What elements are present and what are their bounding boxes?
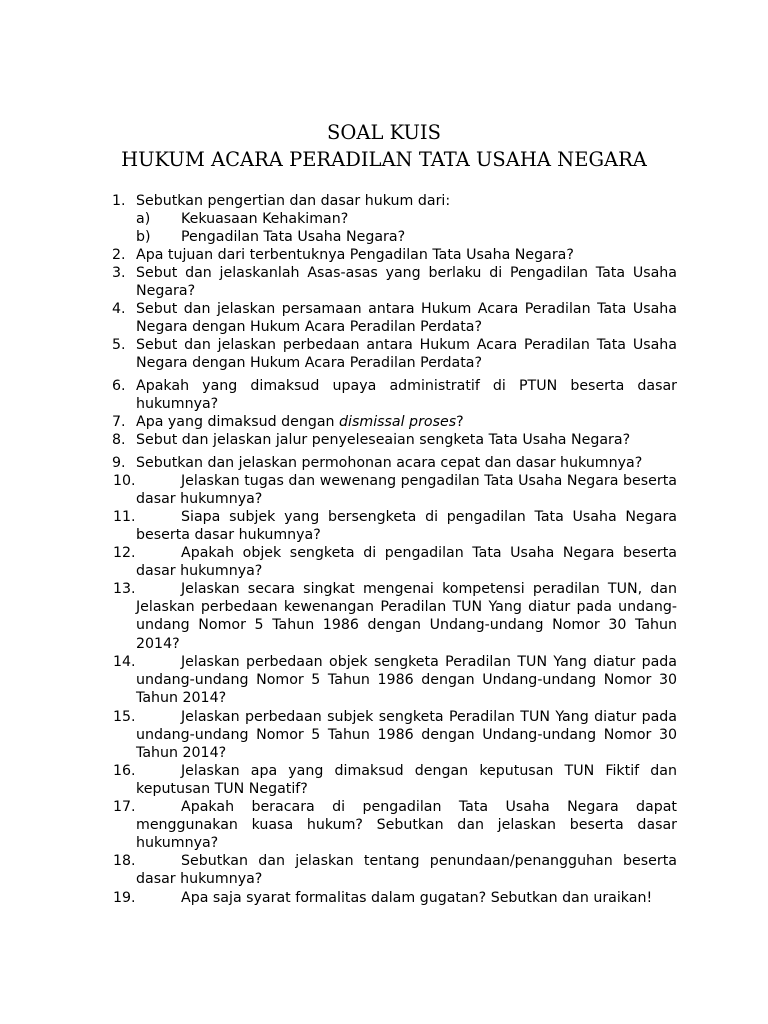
question-number: 19. xyxy=(113,890,136,906)
question-text: Apa tujuan dari terbentuknya Pengadilan Tata Usaha Negara? xyxy=(136,247,574,263)
question-number: 14. xyxy=(113,654,136,670)
question-item xyxy=(113,708,677,763)
sub-item-letter: a) xyxy=(136,211,151,227)
question-number: 5. xyxy=(112,337,126,353)
question-item xyxy=(113,653,677,708)
question-text: Apakah beracara di pengadilan Tata Usaha Negara dapat menggunakan kuasa hukum? Sebutkan dan jelaskan beserta dasar hukumnya? xyxy=(136,799,677,852)
question-text: Jelaskan perbedaan subjek sengketa Peradilan TUN Yang diatur pada undang-undang Nomor 5 Tahun 1986 dengan Undang-undang Nomor 30 Tahun 2014? xyxy=(136,709,677,762)
question-text: Apa saja syarat formalitas dalam gugatan? Sebutkan dan uraikan! xyxy=(181,890,653,906)
question-text-before: Apa yang dimaksud dengan xyxy=(136,414,340,430)
question-text: Jelaskan apa yang dimaksud dengan keputusan TUN Fiktif dan keputusan TUN Negatif? xyxy=(136,763,677,798)
question-number: 9. xyxy=(112,455,126,471)
question-item xyxy=(113,580,677,653)
sub-item-text: Kekuasaan Kehakiman? xyxy=(181,211,349,227)
question-item xyxy=(113,852,677,888)
question-item xyxy=(112,192,677,210)
question-number: 11. xyxy=(113,509,136,525)
question-item xyxy=(112,377,677,413)
question-item xyxy=(112,336,677,372)
question-text: Sebut dan jelaskan persamaan antara Hukum Acara Peradilan Tata Usaha Negara dengan Hukum Acara Peradilan Perdata? xyxy=(136,301,677,336)
question-item xyxy=(112,246,677,264)
question-text: Sebut dan jelaskan jalur penyeleseaian sengketa Tata Usaha Negara? xyxy=(136,432,631,448)
question-number: 16. xyxy=(113,763,136,779)
question-item xyxy=(113,472,677,508)
sub-item xyxy=(136,228,405,246)
sub-item-letter: b) xyxy=(136,229,151,245)
question-item xyxy=(113,544,677,580)
question-number: 18. xyxy=(113,853,136,869)
question-text: Siapa subjek yang bersengketa di pengadilan Tata Usaha Negara beserta dasar hukumnya? xyxy=(136,509,677,544)
question-number: 4. xyxy=(112,301,126,317)
document-subtitle: HUKUM ACARA PERADILAN TATA USAHA NEGARA xyxy=(121,148,647,171)
question-text: Jelaskan secara singkat mengenai kompetensi peradilan TUN, dan Jelaskan perbedaan kewenangan Peradilan TUN Yang diatur pada undang-undang Nomor 5 Tahun 1986 dengan Undang-undang Nomor 30 Tahun 2014? xyxy=(136,581,677,652)
question-text: Jelaskan tugas dan wewenang pengadilan Tata Usaha Negara beserta dasar hukumnya? xyxy=(136,473,677,508)
question-number: 2. xyxy=(112,247,126,263)
question-item xyxy=(113,762,677,798)
question-text: Sebut dan jelaskan perbedaan antara Hukum Acara Peradilan Tata Usaha Negara dengan Hukum Acara Peradilan Perdata? xyxy=(136,337,677,372)
question-text: Sebutkan dan jelaskan permohonan acara cepat dan dasar hukumnya? xyxy=(136,455,643,471)
question-number: 7. xyxy=(112,414,126,430)
question-text: Sebut dan jelaskanlah Asas-asas yang berlaku di Pengadilan Tata Usaha Negara? xyxy=(136,265,677,300)
question-text: Apakah yang dimaksud upaya administratif di PTUN beserta dasar hukumnya? xyxy=(136,378,677,413)
question-number: 1. xyxy=(112,193,126,209)
question-number: 10. xyxy=(113,473,136,489)
question-number: 6. xyxy=(112,378,126,394)
question-item xyxy=(112,431,677,449)
question-item xyxy=(112,264,677,300)
document-title: SOAL KUIS xyxy=(327,121,441,144)
question-item xyxy=(113,508,677,544)
sub-item-text: Pengadilan Tata Usaha Negara? xyxy=(181,229,406,245)
sub-item xyxy=(136,210,348,228)
question-item xyxy=(112,454,677,472)
question-number: 8. xyxy=(112,432,126,448)
question-number: 3. xyxy=(112,265,126,281)
question-text: Sebutkan dan jelaskan tentang penundaan/penangguhan beserta dasar hukumnya? xyxy=(136,853,677,888)
question-text: Sebutkan pengertian dan dasar hukum dari: xyxy=(136,193,451,209)
question-number: 15. xyxy=(113,709,136,725)
question-text-after: ? xyxy=(456,414,464,430)
question-item xyxy=(112,300,677,336)
question-item xyxy=(113,798,677,853)
question-text-italic: dismissal proses xyxy=(339,414,457,430)
question-item xyxy=(112,413,677,431)
question-text: Jelaskan perbedaan objek sengketa Peradilan TUN Yang diatur pada undang-undang Nomor 5 Tahun 1986 dengan Undang-undang Nomor 30 Tahun 2014? xyxy=(136,654,677,707)
question-number: 17. xyxy=(113,799,136,815)
question-text: Apakah objek sengketa di pengadilan Tata Usaha Negara beserta dasar hukumnya? xyxy=(136,545,677,580)
question-number: 12. xyxy=(113,545,136,561)
question-item xyxy=(113,889,677,907)
question-number: 13. xyxy=(113,581,136,597)
